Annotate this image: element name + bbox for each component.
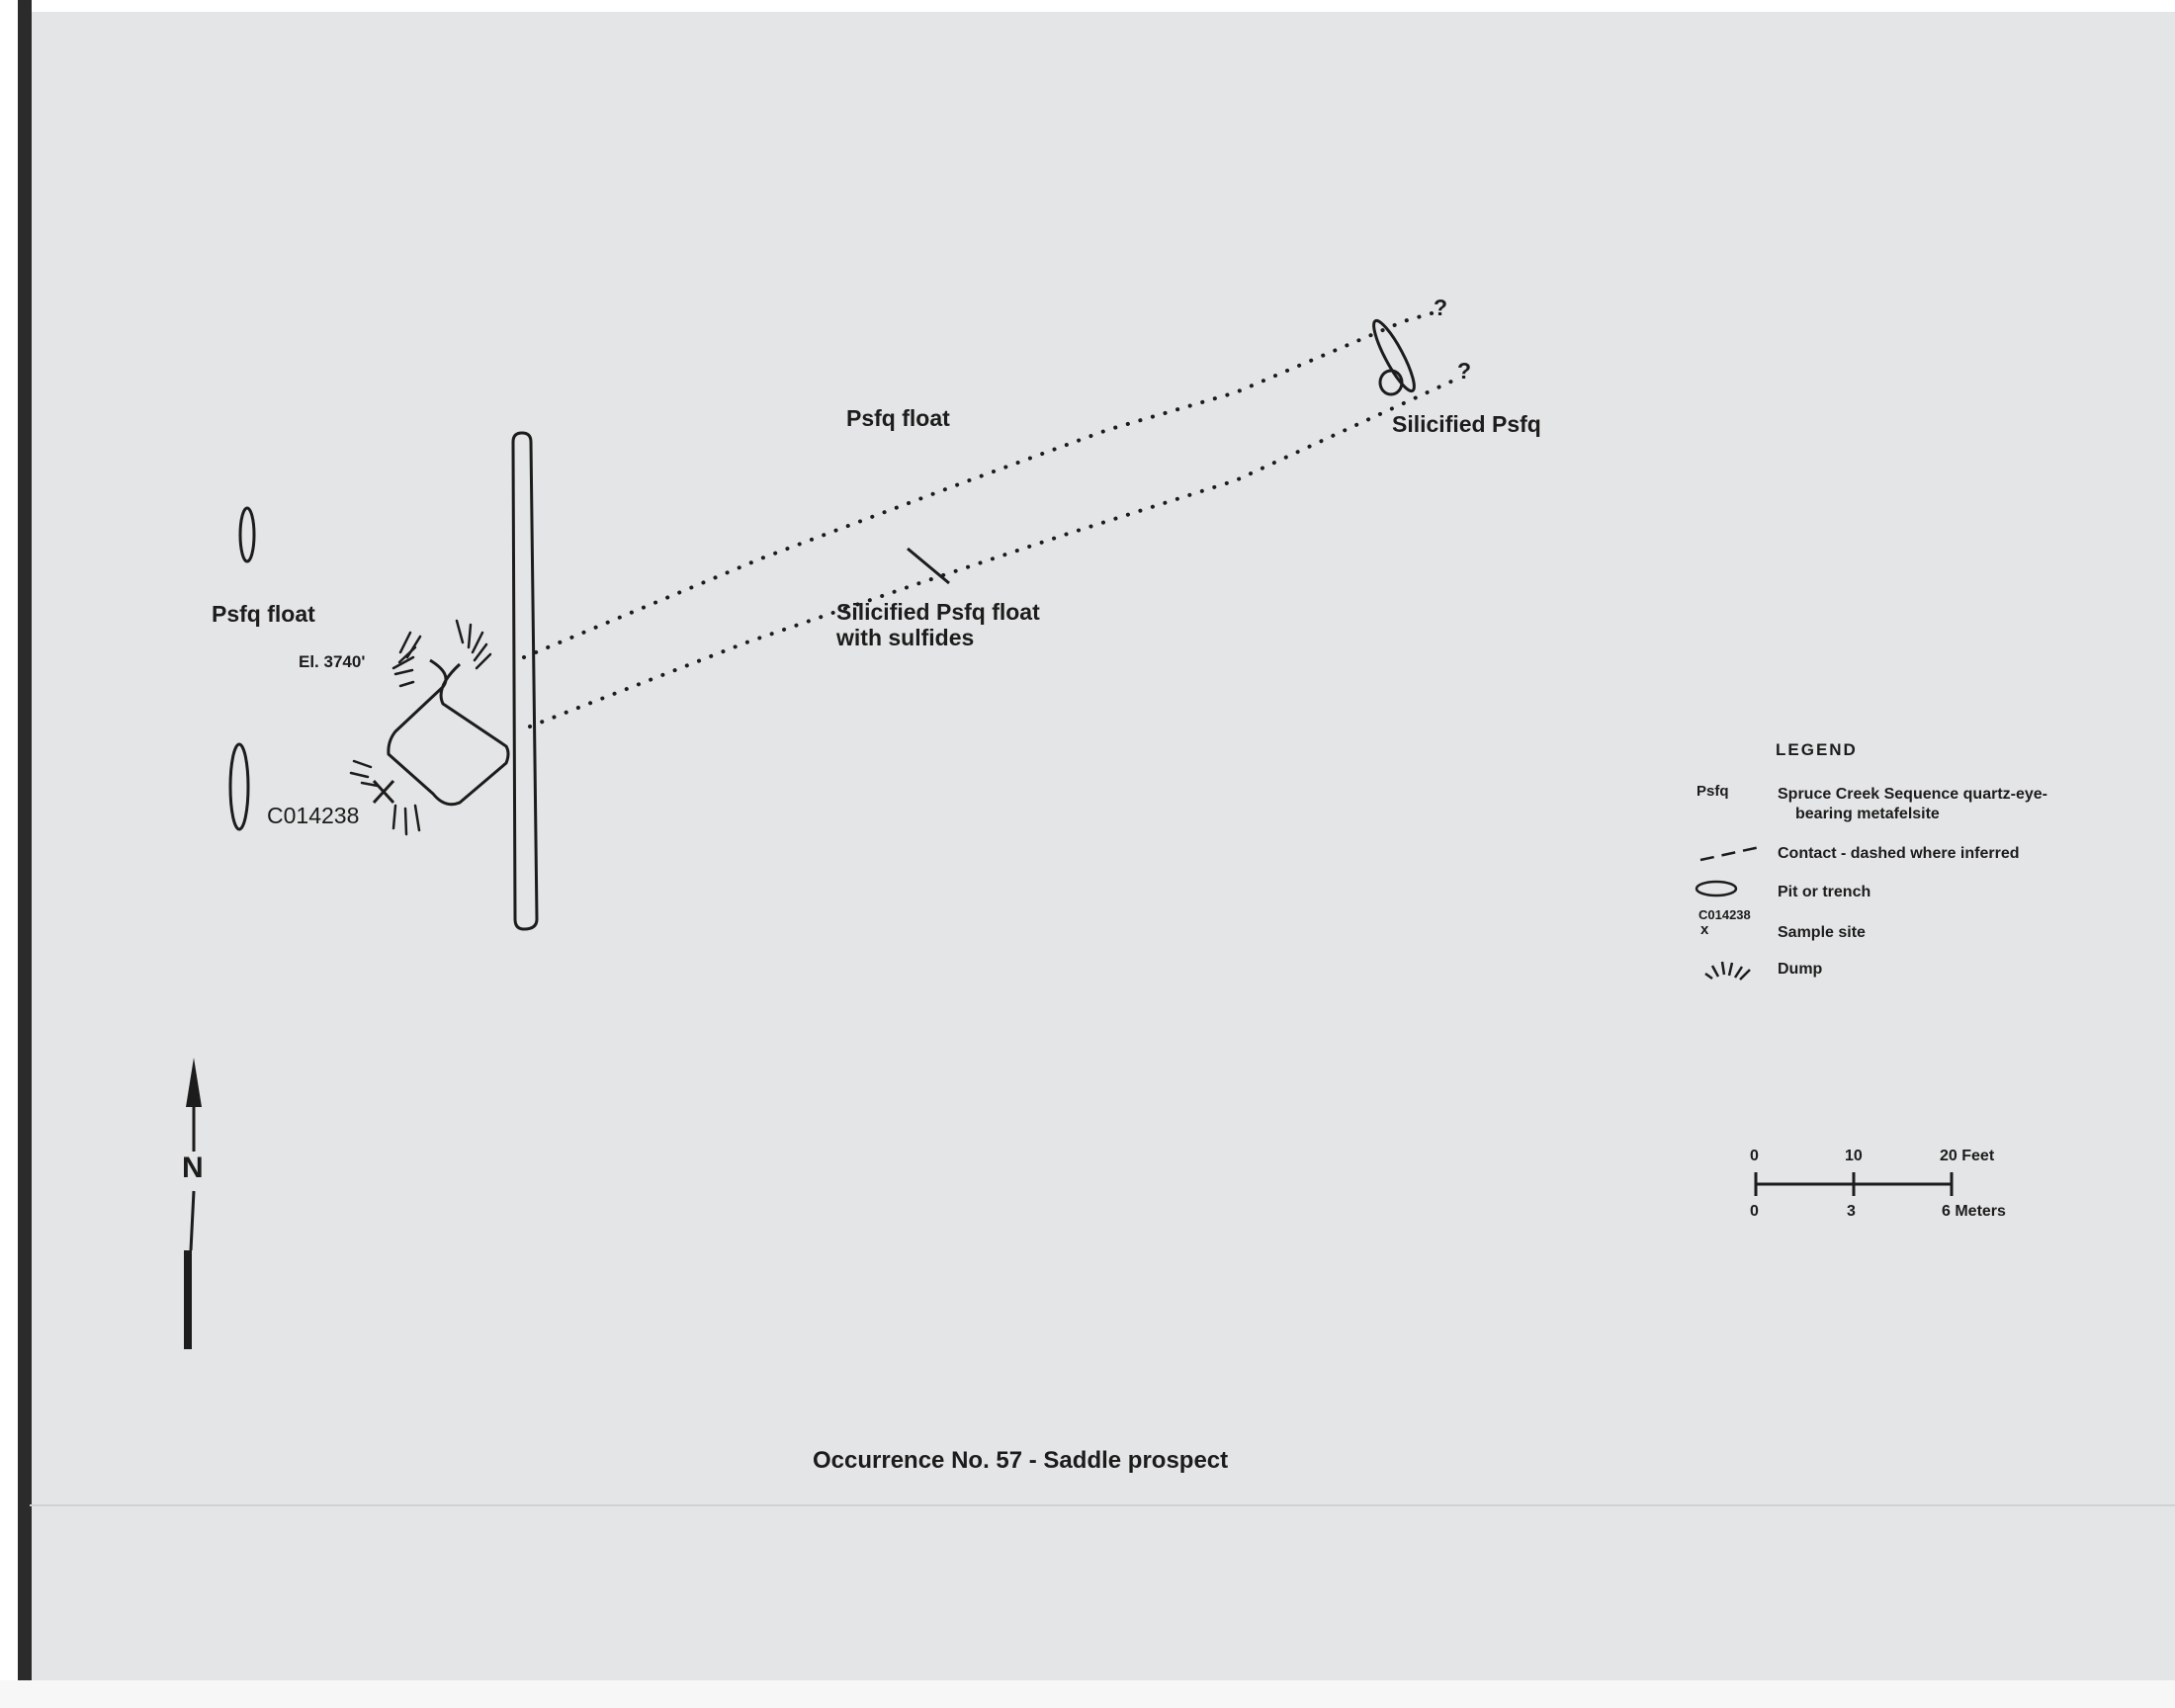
legend-contact-text: Contact - dashed where inferred <box>1778 845 2020 862</box>
label-question-lower: ? <box>1457 358 1472 384</box>
legend-sample-symbol: C014238 <box>1698 907 1751 922</box>
legend-sample-x: x <box>1700 921 1709 938</box>
scale-meters-3: 3 <box>1847 1203 1856 1220</box>
main-trench <box>513 433 537 929</box>
trench-north <box>240 508 254 561</box>
legend-title: LEGEND <box>1776 740 1858 759</box>
legend-sample-text: Sample site <box>1778 924 1866 941</box>
scale-feet-10: 10 <box>1845 1148 1863 1164</box>
scale-feet-20: 20 Feet <box>1940 1148 1995 1164</box>
scale-bar <box>1756 1172 1953 1196</box>
trench-south <box>230 744 248 829</box>
legend-psfq-text-2: bearing metafelsite <box>1795 806 1940 822</box>
label-psfq-float-left: Psfq float <box>212 601 315 627</box>
label-silicified-float: Silicified Psfq float <box>836 599 1040 625</box>
label-silicified-psfq: Silicified Psfq <box>1392 411 1541 437</box>
label-question-upper: ? <box>1434 295 1448 320</box>
scale-meters-6: 6 Meters <box>1942 1203 2006 1220</box>
north-arrow <box>184 1058 202 1349</box>
sulfide-float-leader <box>908 549 949 583</box>
label-with-sulfides: with sulfides <box>836 625 975 650</box>
pit-east-a <box>1367 316 1420 394</box>
map-title: Occurrence No. 57 - Saddle prospect <box>813 1447 1229 1474</box>
label-elevation: El. 3740' <box>299 652 366 671</box>
legend-dump-text: Dump <box>1778 961 1823 978</box>
pit-east-b <box>1380 371 1402 394</box>
label-psfq-float-upper: Psfq float <box>846 405 950 431</box>
north-label: N <box>182 1152 204 1184</box>
label-sample-id: C014238 <box>267 803 360 828</box>
legend-psfq-text-1: Spruce Creek Sequence quartz-eye- <box>1778 786 2047 803</box>
contact-lower <box>530 381 1453 726</box>
pit <box>389 660 508 805</box>
legend-pit-text: Pit or trench <box>1778 884 1871 900</box>
scale-meters-0: 0 <box>1750 1203 1759 1220</box>
legend-psfq-symbol: Psfq <box>1696 783 1729 800</box>
sample-site-marker <box>374 781 393 803</box>
scale-feet-0: 0 <box>1750 1148 1759 1164</box>
dump-hachures <box>351 621 490 834</box>
